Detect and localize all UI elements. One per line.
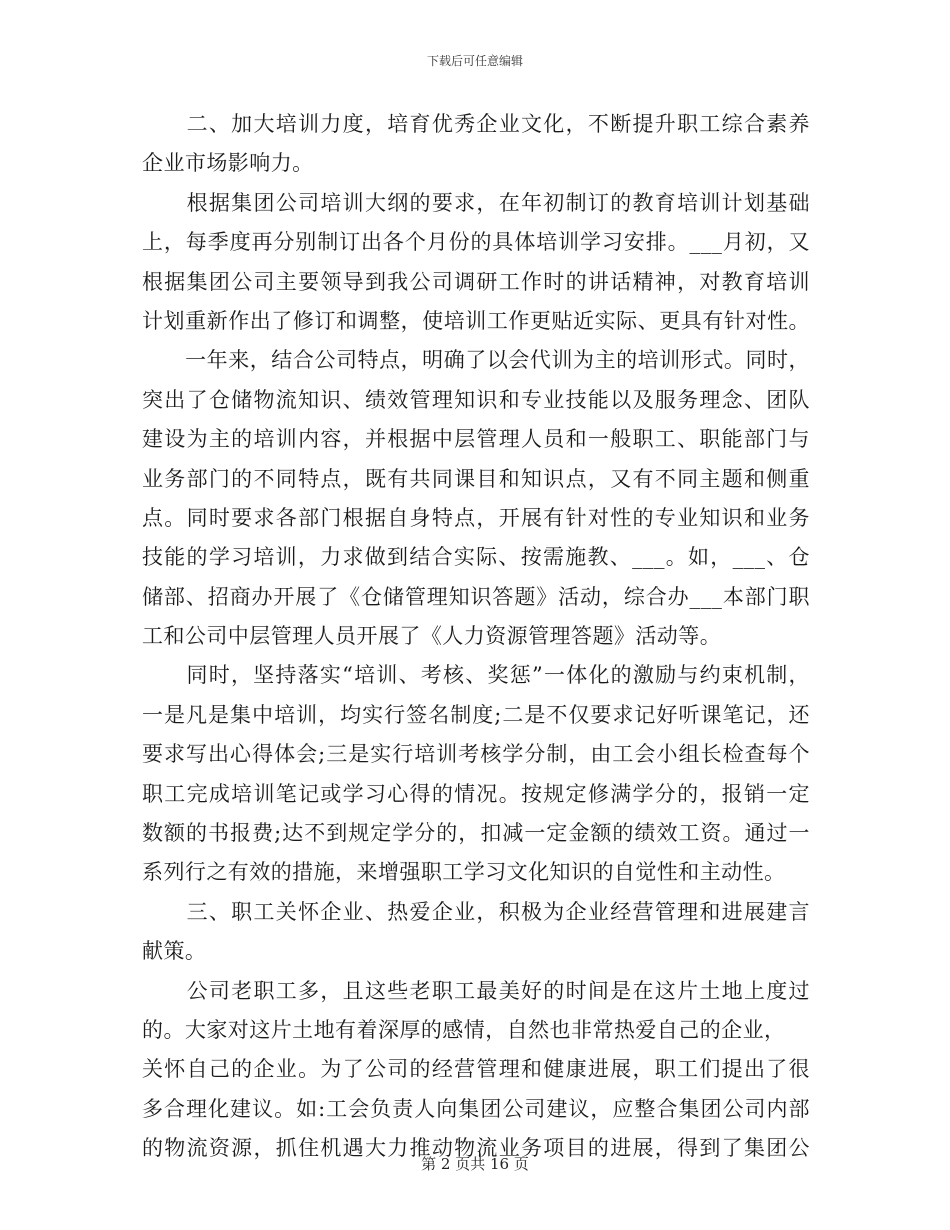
body-line: 点。同时要求各部门根据自身特点，开展有针对性的专业知识和业务 xyxy=(142,505,810,530)
body-line: 献策。 xyxy=(142,939,207,964)
body-line: 根据集团公司培训大纲的要求，在年初制订的教育培训计划基础 xyxy=(142,190,810,215)
body-line: 上，每季度再分别制订出各个月份的具体培训学习安排。___月初，又 xyxy=(142,230,810,255)
body-line: 建设为主的培训内容，并根据中层管理人员和一般职工、职能部门与 xyxy=(142,427,810,452)
body-line: 企业市场影响力。 xyxy=(142,151,314,176)
body-line: 三、职工关怀企业、热爱企业，积极为企业经营管理和进展建言 xyxy=(142,899,810,924)
body-line: 的物流资源，抓住机遇大力推动物流业务项目的进展，得到了集团公 xyxy=(142,1136,810,1161)
body-line: 工和公司中层管理人员开展了《人力资源管理答题》活动等。 xyxy=(142,624,722,649)
body-line: 一是凡是集中培训，均实行签名制度;二是不仅要求记好听课笔记，还 xyxy=(142,702,810,727)
body-line: 储部、招商办开展了《仓储管理知识答题》活动，综合办___本部门职 xyxy=(142,584,810,609)
body-line: 一年来，结合公司特点，明确了以会代训为主的培训形式。同时， xyxy=(142,348,810,373)
page-header: 下载后可任意编辑 xyxy=(426,54,523,68)
body-line: 根据集团公司主要领导到我公司调研工作时的讲话精神，对教育培训 xyxy=(142,269,810,294)
body-line: 系列行之有效的措施，来增强职工学习文化知识的自觉性和主动性。 xyxy=(142,860,786,885)
body-line: 数额的书报费;达不到规定学分的，扣减一定金额的绩效工资。通过一 xyxy=(142,821,810,846)
document-body xyxy=(142,105,810,1169)
body-line: 计划重新作出了修订和调整，使培训工作更贴近实际、更具有针对性。 xyxy=(142,308,810,333)
body-line: 关怀自己的企业。为了公司的经营管理和健康进展，职工们提出了很 xyxy=(142,1057,810,1082)
body-line: 要求写出心得体会;三是实行培训考核学分制，由工会小组长检查每个 xyxy=(142,742,810,767)
body-line: 同时，坚持落实“培训、考核、奖惩”一体化的激励与约束机制， xyxy=(142,663,810,688)
body-line: 多合理化建议。如:工会负责人向集团公司建议，应整合集团公司内部 xyxy=(142,1096,810,1121)
body-line: 职工完成培训笔记或学习心得的情况。按规定修满学分的，报销一定 xyxy=(142,781,810,806)
body-line: 二、加大培训力度，培育优秀企业文化，不断提升职工综合素养 xyxy=(142,112,810,136)
body-line: 技能的学习培训，力求做到结合实际、按需施教、___。如，___、仓 xyxy=(142,545,810,570)
page-number: 第 2 页共 16 页 xyxy=(421,1155,529,1173)
body-line: 的。大家对这片土地有着深厚的感情，自然也非常热爱自己的企业， xyxy=(142,1017,786,1042)
body-line: 公司老职工多，且这些老职工最美好的时间是在这片土地上度过 xyxy=(142,978,810,1003)
body-line: 业务部门的不同特点，既有共同课目和知识点，又有不同主题和侧重 xyxy=(142,466,810,491)
body-line: 突出了仓储物流知识、绩效管理知识和专业技能以及服务理念、团队 xyxy=(142,387,810,412)
